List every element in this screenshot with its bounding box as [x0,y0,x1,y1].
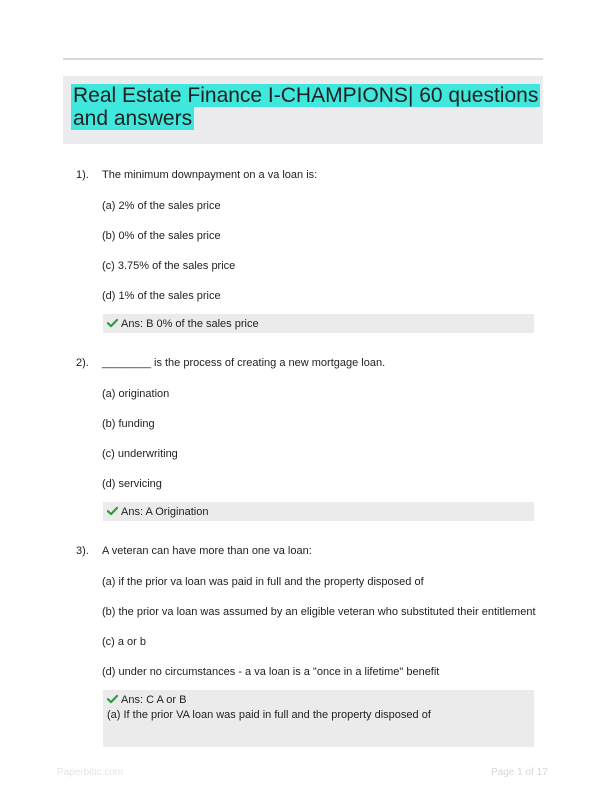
title-banner [63,76,543,144]
answer-detail: (a) If the prior VA loan was paid in full and the property disposed of [107,709,431,721]
page-number: Page 1 of 17 [491,767,548,778]
option-d: (d) servicing [102,478,162,490]
answer-box [103,314,534,333]
answer-text: Ans: C A or B [121,694,187,706]
answer-line [107,317,259,331]
option-c: (c) underwriting [102,448,178,460]
question-number: 1). [76,169,89,181]
option-a: (a) 2% of the sales price [102,200,221,212]
question-number: 2). [76,357,89,369]
top-divider [63,58,543,60]
answer-box [103,502,534,521]
question-text: A veteran can have more than one va loan: [102,545,312,557]
question-text: ________ is the process of creating a new mortgage loan. [102,357,386,369]
footer-watermark: Paperbitic.com [57,767,124,778]
check-icon [107,506,118,516]
check-icon [107,694,118,704]
option-b: (b) 0% of the sales price [102,230,221,242]
question-text: The minimum downpayment on a va loan is: [102,169,318,181]
answer-text: Ans: A Origination [121,506,209,518]
option-c: (c) 3.75% of the sales price [102,260,236,272]
answer-line [107,505,208,519]
option-b: (b) the prior va loan was assumed by an eligible veteran who substituted their entitlement [102,606,536,618]
option-d: (d) 1% of the sales price [102,290,221,302]
option-d: (d) under no circumstances - a va loan is a "once in a lifetime" benefit [102,666,440,678]
answer-text: Ans: B 0% of the sales price [121,318,259,330]
question-number: 3). [76,545,89,557]
check-icon [107,318,118,328]
answer-line [107,693,186,707]
option-a: (a) if the prior va loan was paid in full and the property disposed of [102,576,424,588]
option-b: (b) funding [102,418,155,430]
answer-box [103,690,534,747]
page-title [71,84,541,130]
option-a: (a) origination [102,388,170,400]
option-c: (c) a or b [102,636,147,648]
title-highlight: Real Estate Finance I-CHAMPIONS| 60 questions and answers [73,84,539,130]
